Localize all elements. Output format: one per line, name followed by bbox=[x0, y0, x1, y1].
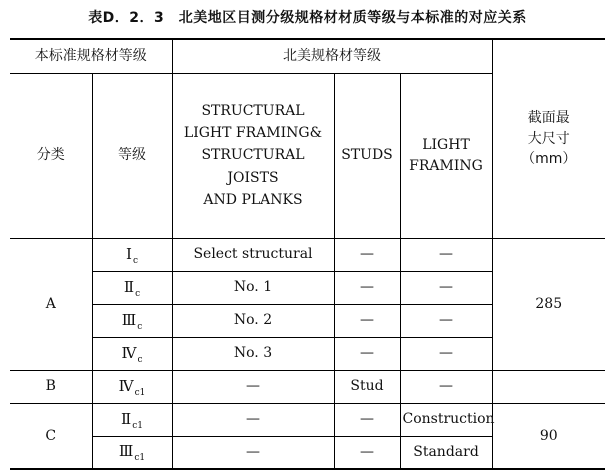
table-row bbox=[10, 370, 605, 403]
grade-subscript: c bbox=[137, 354, 143, 365]
class-cell-a: A bbox=[10, 238, 92, 370]
grade-subscript: c bbox=[132, 255, 138, 266]
grade-subscript: c bbox=[137, 321, 143, 332]
grade-header: 等级 bbox=[92, 73, 172, 238]
classification-header: 分类 bbox=[10, 73, 92, 238]
grade-roman: Ⅲ bbox=[118, 442, 134, 461]
grade-cell bbox=[92, 238, 172, 271]
table-title: 表D．2．3 北美地区目测分级规格材材质等级与本标准的对应关系 bbox=[88, 10, 527, 26]
grade-roman: Ⅲ bbox=[121, 310, 137, 329]
max-section-cell-c: 90 bbox=[492, 403, 605, 469]
studs-header: STUDS bbox=[334, 73, 400, 238]
grade-roman: Ⅱ bbox=[123, 277, 135, 296]
light-framing-cell: — bbox=[400, 271, 492, 304]
max-section-header: 截面最 大尺寸 （mm） bbox=[492, 39, 605, 238]
light-framing-header: LIGHT FRAMING bbox=[400, 73, 492, 238]
header-row-top bbox=[10, 39, 605, 73]
na-group-header: 北美规格材等级 bbox=[172, 39, 492, 73]
class-cell-c: C bbox=[10, 403, 92, 469]
grade-roman: Ⅰ bbox=[126, 244, 132, 263]
grade-roman: Ⅱ bbox=[121, 409, 132, 428]
grade-cell bbox=[92, 271, 172, 304]
grade-cell bbox=[92, 304, 172, 337]
max-section-cell-b bbox=[492, 370, 605, 403]
grade-roman: Ⅳ bbox=[121, 343, 137, 362]
studs-cell: — bbox=[334, 403, 400, 436]
grade-subscript: c bbox=[135, 288, 141, 299]
structural-cell: No. 3 bbox=[172, 337, 334, 370]
grade-subscript: c1 bbox=[132, 420, 143, 431]
grade-roman: Ⅳ bbox=[118, 376, 134, 395]
grade-mapping-table bbox=[10, 38, 605, 470]
light-framing-cell: — bbox=[400, 238, 492, 271]
structural-cell: No. 1 bbox=[172, 271, 334, 304]
grade-subscript: c1 bbox=[134, 387, 146, 398]
structural-cell: No. 2 bbox=[172, 304, 334, 337]
light-framing-cell: — bbox=[400, 370, 492, 403]
grade-cell bbox=[92, 403, 172, 436]
studs-cell: — bbox=[334, 238, 400, 271]
grade-cell bbox=[92, 337, 172, 370]
studs-cell: — bbox=[334, 436, 400, 469]
studs-cell: — bbox=[334, 337, 400, 370]
table-row bbox=[10, 403, 605, 436]
light-framing-cell: Construction bbox=[400, 403, 492, 436]
light-framing-cell: — bbox=[400, 337, 492, 370]
studs-cell: Stud bbox=[334, 370, 400, 403]
light-framing-cell: Standard bbox=[400, 436, 492, 469]
grade-cell bbox=[92, 436, 172, 469]
class-cell-b: B bbox=[10, 370, 92, 403]
structural-cell: — bbox=[172, 436, 334, 469]
grade-subscript: c1 bbox=[134, 453, 146, 464]
light-framing-cell: — bbox=[400, 304, 492, 337]
studs-cell: — bbox=[334, 304, 400, 337]
structural-cell: Select structural bbox=[172, 238, 334, 271]
structural-header: STRUCTURAL LIGHT FRAMING& STRUCTURAL JOISTS AND PLANKS bbox=[172, 73, 334, 238]
this-standard-group-header: 本标准规格材等级 bbox=[10, 39, 172, 73]
structural-cell: — bbox=[172, 403, 334, 436]
table-row bbox=[10, 238, 605, 271]
max-section-cell-a: 285 bbox=[492, 238, 605, 370]
studs-cell: — bbox=[334, 271, 400, 304]
structural-cell: — bbox=[172, 370, 334, 403]
grade-cell bbox=[92, 370, 172, 403]
